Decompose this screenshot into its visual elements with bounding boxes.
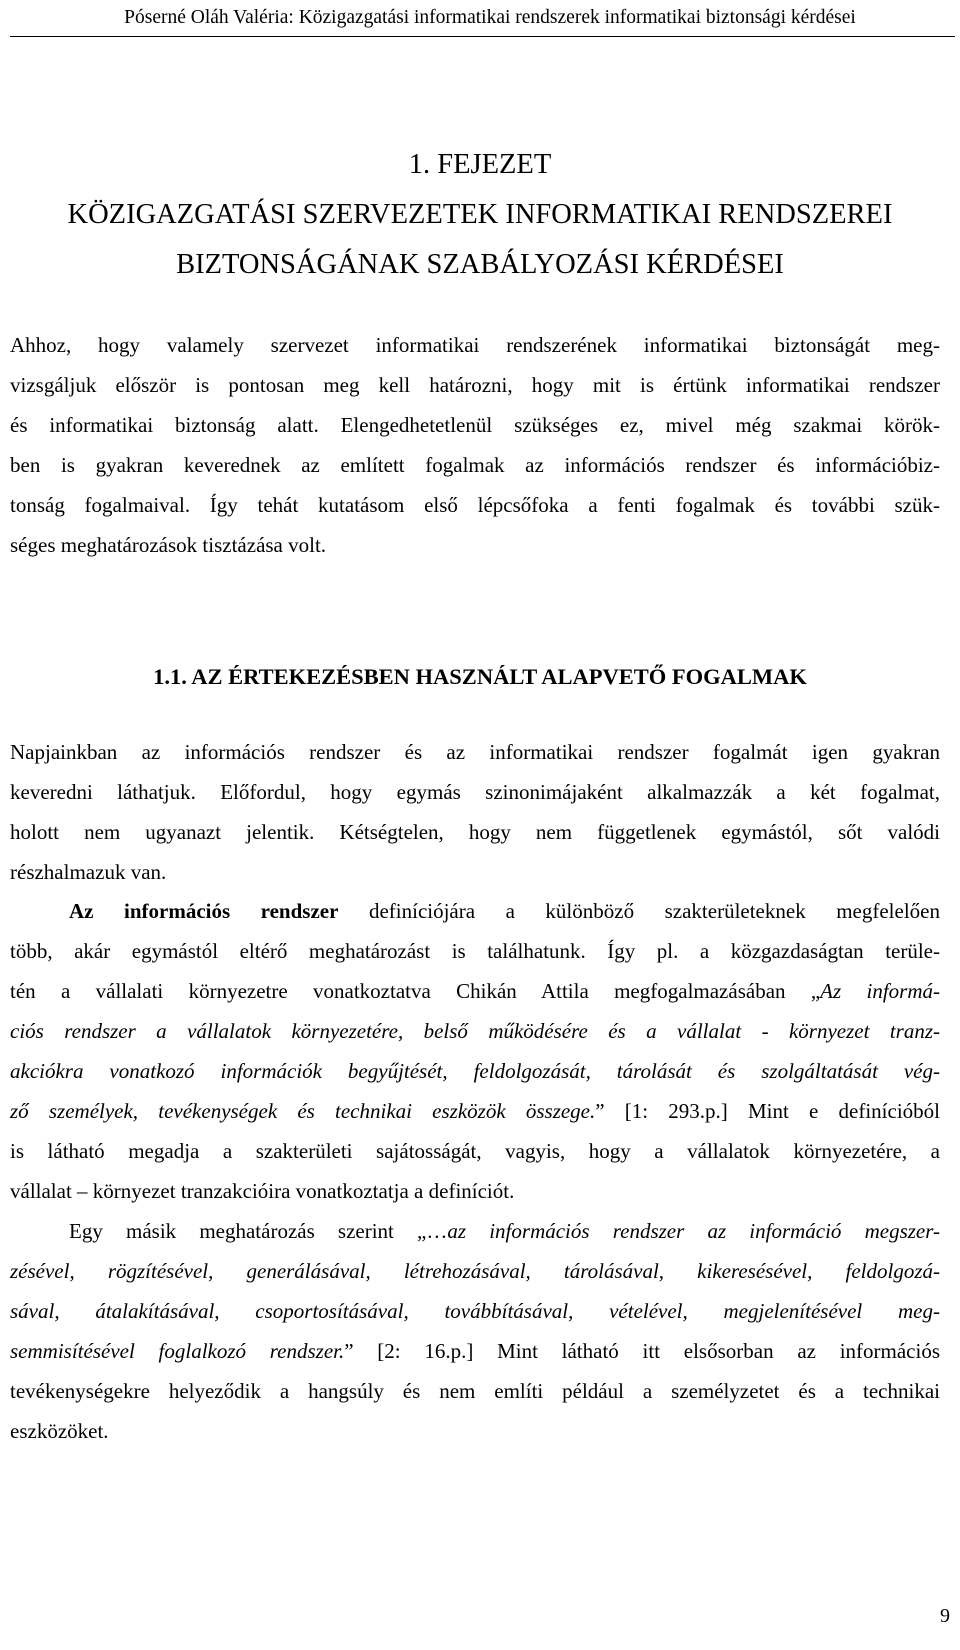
running-header: Póserné Oláh Valéria: Közigazgatási informatikai rendszerek informatikai biztonsági kérdései: [124, 7, 856, 28]
paragraph-line: tevékenységekre helyeződik a hangsúly és nem említi például a személyzetet és a technikai: [10, 1379, 940, 1403]
text-run: Egy másik meghatározás szerint „…: [69, 1219, 448, 1243]
page-number: 9: [940, 1605, 950, 1627]
section-title: 1.1. AZ ÉRTEKEZÉSBEN HASZNÁLT ALAPVETŐ FOGALMAK: [153, 664, 807, 689]
intro-line: és informatikai biztonság alatt. Elengedhetetlenül szükséges ez, mivel még szakmai körök-: [10, 413, 940, 437]
quote-line: akciókra vonatkozó információk begyűjtését, feldolgozását, tárolását és szolgáltatását vég-: [10, 1059, 940, 1083]
paragraph-line: keveredni láthatjuk. Előfordul, hogy egymás szinonimájaként alkalmazzák a két fogalmat,: [10, 780, 940, 804]
header-divider: [10, 36, 955, 37]
text-run: tén a vállalati környezetre vonatkoztatva Chikán Attila megfogalmazásában „: [10, 979, 821, 1003]
paragraph-line: [10, 1211, 940, 1251]
intro-line: vizsgáljuk először is pontosan meg kell határozni, hogy mit is értünk informatikai rendszer: [10, 373, 940, 397]
intro-line: tonság fogalmaival. Így tehát kutatásom első lépcsőfoka a fenti fogalmak és további szük-: [10, 493, 940, 517]
quote-run: az információs rendszer az információ megszer-: [447, 1219, 940, 1243]
citation-run: ” [2: 16.p.] Mint látható itt elsősorban az információs: [344, 1339, 940, 1363]
chapter-title: [0, 140, 960, 290]
paragraph-line: holott nem ugyanazt jelentik. Kétségtelen, hogy nem függetlenek egymástól, sőt valódi: [10, 820, 940, 844]
bold-term: Az információs rendszer: [69, 899, 339, 923]
paragraph-line: vállalat – környezet tranzakcióira vonatkoztatja a definíciót.: [10, 1179, 515, 1203]
quote-line: zésével, rögzítésével, generálásával, létrehozásával, tárolásával, kikeresésével, feldolgozá-: [10, 1259, 940, 1283]
intro-paragraph: [10, 325, 940, 565]
paragraph-line: eszközöket.: [10, 1419, 109, 1443]
paragraph-2: [10, 891, 940, 1211]
chapter-title-line-1: KÖZIGAZGATÁSI SZERVEZETEK INFORMATIKAI RENDSZEREI: [67, 199, 893, 230]
chapter-title-line-2: BIZTONSÁGÁNAK SZABÁLYOZÁSI KÉRDÉSEI: [176, 249, 784, 280]
paragraph-line: [10, 1331, 940, 1371]
paragraph-1: [10, 732, 940, 892]
paragraph-line: [10, 971, 940, 1011]
intro-line: Ahhoz, hogy valamely szervezet informatikai rendszerének informatikai biztonságát meg-: [10, 333, 940, 357]
quote-line: sával, átalakításával, csoportosításával, továbbításával, vételével, megjelenítésével meg-: [10, 1299, 940, 1323]
paragraph-line: [10, 1091, 940, 1131]
quote-run: semmisítésével foglalkozó rendszer.: [10, 1339, 345, 1363]
paragraph-3: [10, 1211, 940, 1451]
quote-run: ző személyek, tevékenységek és technikai eszközök összege.: [10, 1099, 596, 1123]
paragraph-line: Napjainkban az információs rendszer és az informatikai rendszer fogalmát igen gyakran: [10, 740, 940, 764]
quote-line: ciós rendszer a vállalatok környezetére, belső működésére és a vállalat - környezet tranz-: [10, 1019, 940, 1043]
intro-line: ben is gyakran keverednek az említett fogalmak az információs rendszer és információbiz-: [10, 453, 940, 477]
quote-run: Az informá-: [820, 979, 940, 1003]
paragraph-line: részhalmazuk van.: [10, 860, 167, 884]
text-run: definíciójára a különböző szakterületeknek megfelelően: [338, 899, 940, 923]
paragraph-line: több, akár egymástól eltérő meghatározást is találhatunk. Így pl. a közgazdaságtan terüle-: [10, 939, 940, 963]
paragraph-line: is látható megadja a szakterületi sajátosságát, vagyis, hogy a vállalatok környezetére, a: [10, 1139, 940, 1163]
intro-line: séges meghatározások tisztázása volt.: [10, 533, 327, 557]
chapter-number: 1. FEJEZET: [408, 149, 552, 180]
paragraph-line: [10, 891, 940, 931]
citation-run: ” [1: 293.p.] Mint e definícióból: [595, 1099, 940, 1123]
